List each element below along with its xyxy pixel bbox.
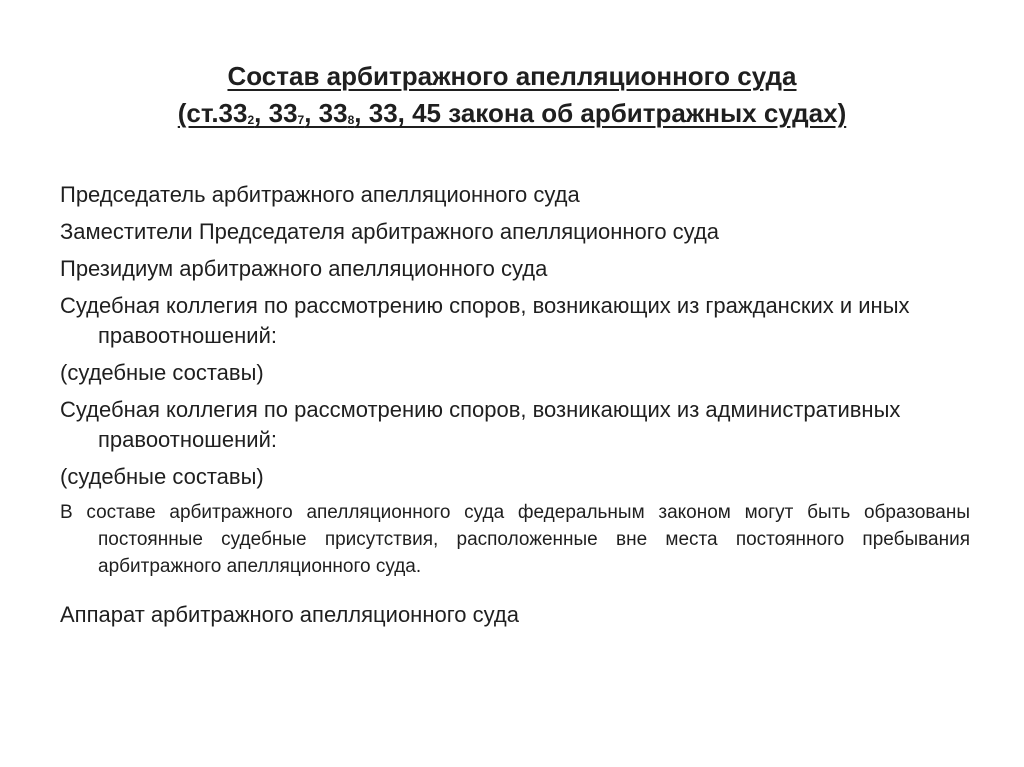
title-line-2-text	[178, 98, 846, 128]
list-item-deputies: Заместители Председателя арбитражного апелляционного суда	[60, 219, 720, 244]
list-item-permanent-presences: В составе арбитражного апелляционного суда федеральным законом могут быть образованы постоянные судебные присутствия, расположенные вне места постоянного пребывания арбитражного апелляционного суда.	[60, 502, 970, 577]
title-suffix: , 33, 45 закона об арбитражных судах)	[354, 98, 847, 128]
title-prefix: (ст.33	[177, 98, 248, 128]
slide-title	[0, 58, 1024, 132]
list-item-presidium: Президиум арбитражного апелляционного суда	[60, 256, 548, 281]
list-item-civil-collegium: Судебная коллегия по рассмотрению споров, возникающих из гражданских и иных правоотношений:	[60, 293, 910, 348]
title-line-1	[0, 58, 1024, 95]
list-item-administrative-collegium: Судебная коллегия по рассмотрению споров, возникающих из административных правоотношений:	[60, 397, 901, 452]
title-sep-1: , 33	[254, 98, 298, 128]
title-sub-1: 2	[247, 113, 255, 127]
title-line-2	[0, 95, 1024, 132]
list-item-apparatus: Аппарат арбитражного апелляционного суда	[60, 602, 519, 627]
title-sep-2: , 33	[304, 98, 348, 128]
list-item-chairman: Председатель арбитражного апелляционного суда	[60, 182, 580, 207]
title-sub-3: 8	[347, 113, 355, 127]
title-line-1-text: Состав арбитражного апелляционного суда	[227, 61, 797, 91]
title-sub-2: 7	[297, 113, 305, 127]
list-item-civil-panels: (судебные составы)	[60, 360, 264, 385]
content-list	[60, 180, 970, 637]
list-item-administrative-panels: (судебные составы)	[60, 464, 264, 489]
